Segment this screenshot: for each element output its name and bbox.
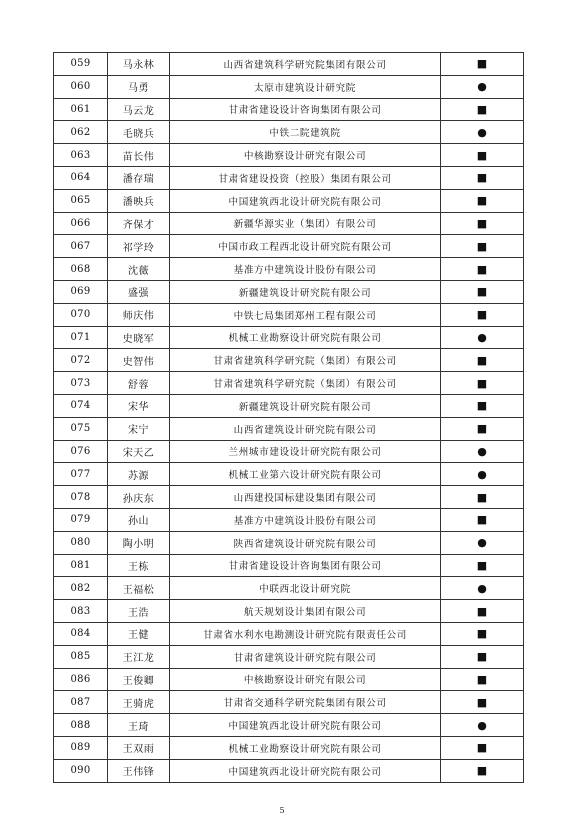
category-mark: ■ bbox=[441, 600, 524, 623]
row-number: 061 bbox=[54, 98, 108, 121]
person-name: 沈薇 bbox=[108, 258, 170, 281]
row-number: 080 bbox=[54, 531, 108, 554]
table-row bbox=[54, 759, 524, 782]
category-mark: ● bbox=[441, 463, 524, 486]
person-name: 王俊卿 bbox=[108, 668, 170, 691]
organization-name: 新疆建筑设计研究院有限公司 bbox=[170, 394, 441, 417]
category-mark: ■ bbox=[441, 736, 524, 759]
category-mark: ■ bbox=[441, 668, 524, 691]
person-name: 孙山 bbox=[108, 508, 170, 531]
row-number: 085 bbox=[54, 645, 108, 668]
category-mark: ● bbox=[441, 531, 524, 554]
person-name: 孙庆东 bbox=[108, 486, 170, 509]
person-name: 祁学玲 bbox=[108, 235, 170, 258]
row-number: 078 bbox=[54, 486, 108, 509]
category-mark: ■ bbox=[441, 394, 524, 417]
category-mark: ■ bbox=[441, 189, 524, 212]
table-row bbox=[54, 349, 524, 372]
row-number: 083 bbox=[54, 600, 108, 623]
row-number: 087 bbox=[54, 691, 108, 714]
table-row bbox=[54, 531, 524, 554]
row-number: 075 bbox=[54, 417, 108, 440]
organization-name: 甘肃省建设设计咨询集团有限公司 bbox=[170, 554, 441, 577]
organization-name: 山西省建筑设计研究院有限公司 bbox=[170, 417, 441, 440]
person-name: 王骑虎 bbox=[108, 691, 170, 714]
person-name: 王江龙 bbox=[108, 645, 170, 668]
table-row bbox=[54, 326, 524, 349]
row-number: 086 bbox=[54, 668, 108, 691]
organization-name: 新疆华源实业（集团）有限公司 bbox=[170, 212, 441, 235]
category-mark: ■ bbox=[441, 554, 524, 577]
category-mark: ■ bbox=[441, 280, 524, 303]
row-number: 074 bbox=[54, 394, 108, 417]
person-name: 王双雨 bbox=[108, 736, 170, 759]
table-row bbox=[54, 463, 524, 486]
organization-name: 甘肃省建设投资（控股）集团有限公司 bbox=[170, 166, 441, 189]
category-mark: ■ bbox=[441, 645, 524, 668]
table-row bbox=[54, 166, 524, 189]
organization-name: 甘肃省建筑科学研究院（集团）有限公司 bbox=[170, 349, 441, 372]
category-mark: ■ bbox=[441, 258, 524, 281]
person-name: 王浩 bbox=[108, 600, 170, 623]
row-number: 081 bbox=[54, 554, 108, 577]
table-row bbox=[54, 714, 524, 737]
table-row bbox=[54, 189, 524, 212]
table-row bbox=[54, 303, 524, 326]
organization-name: 新疆建筑设计研究院有限公司 bbox=[170, 280, 441, 303]
category-mark: ■ bbox=[441, 144, 524, 167]
table-row bbox=[54, 417, 524, 440]
table-row bbox=[54, 440, 524, 463]
table-row bbox=[54, 212, 524, 235]
row-number: 067 bbox=[54, 235, 108, 258]
category-mark: ■ bbox=[441, 166, 524, 189]
person-name: 王栋 bbox=[108, 554, 170, 577]
row-number: 079 bbox=[54, 508, 108, 531]
organization-name: 基准方中建筑设计股份有限公司 bbox=[170, 508, 441, 531]
category-mark: ■ bbox=[441, 759, 524, 782]
category-mark: ● bbox=[441, 714, 524, 737]
row-number: 082 bbox=[54, 577, 108, 600]
row-number: 073 bbox=[54, 372, 108, 395]
organization-name: 陕西省建筑设计研究院有限公司 bbox=[170, 531, 441, 554]
table-row bbox=[54, 394, 524, 417]
table-row bbox=[54, 144, 524, 167]
category-mark: ● bbox=[441, 577, 524, 600]
table-row bbox=[54, 258, 524, 281]
category-mark: ■ bbox=[441, 212, 524, 235]
organization-name: 机械工业勘察设计研究院有限公司 bbox=[170, 736, 441, 759]
row-number: 069 bbox=[54, 280, 108, 303]
category-mark: ● bbox=[441, 440, 524, 463]
organization-name: 甘肃省建设设计咨询集团有限公司 bbox=[170, 98, 441, 121]
table-row bbox=[54, 98, 524, 121]
category-mark: ■ bbox=[441, 98, 524, 121]
table-row bbox=[54, 554, 524, 577]
organization-name: 航天规划设计集团有限公司 bbox=[170, 600, 441, 623]
category-mark: ● bbox=[441, 121, 524, 144]
organization-name: 甘肃省建筑设计研究院有限公司 bbox=[170, 645, 441, 668]
category-mark: ■ bbox=[441, 622, 524, 645]
category-mark: ■ bbox=[441, 508, 524, 531]
organization-name: 太原市建筑设计研究院 bbox=[170, 75, 441, 98]
table-row bbox=[54, 668, 524, 691]
table-row bbox=[54, 235, 524, 258]
roster-table bbox=[53, 52, 524, 783]
organization-name: 中国建筑西北设计研究院有限公司 bbox=[170, 759, 441, 782]
table-row bbox=[54, 53, 524, 76]
person-name: 马云龙 bbox=[108, 98, 170, 121]
person-name: 齐保才 bbox=[108, 212, 170, 235]
category-mark: ■ bbox=[441, 53, 524, 76]
table-row bbox=[54, 600, 524, 623]
organization-name: 甘肃省建筑科学研究院（集团）有限公司 bbox=[170, 372, 441, 395]
category-mark: ■ bbox=[441, 486, 524, 509]
table-row bbox=[54, 75, 524, 98]
row-number: 063 bbox=[54, 144, 108, 167]
person-name: 盛强 bbox=[108, 280, 170, 303]
table-row bbox=[54, 280, 524, 303]
row-number: 064 bbox=[54, 166, 108, 189]
organization-name: 中核勘察设计研究有限公司 bbox=[170, 668, 441, 691]
person-name: 宋天乙 bbox=[108, 440, 170, 463]
organization-name: 中国建筑西北设计研究院有限公司 bbox=[170, 189, 441, 212]
row-number: 089 bbox=[54, 736, 108, 759]
person-name: 宋华 bbox=[108, 394, 170, 417]
organization-name: 中联西北设计研究院 bbox=[170, 577, 441, 600]
row-number: 070 bbox=[54, 303, 108, 326]
organization-name: 中国市政工程西北设计研究院有限公司 bbox=[170, 235, 441, 258]
category-mark: ● bbox=[441, 326, 524, 349]
person-name: 王健 bbox=[108, 622, 170, 645]
table-row bbox=[54, 691, 524, 714]
category-mark: ■ bbox=[441, 235, 524, 258]
organization-name: 甘肃省水利水电勘测设计研究院有限责任公司 bbox=[170, 622, 441, 645]
row-number: 072 bbox=[54, 349, 108, 372]
person-name: 王福松 bbox=[108, 577, 170, 600]
category-mark: ■ bbox=[441, 372, 524, 395]
row-number: 076 bbox=[54, 440, 108, 463]
organization-name: 兰州城市建设设计研究院有限公司 bbox=[170, 440, 441, 463]
row-number: 084 bbox=[54, 622, 108, 645]
table-row bbox=[54, 736, 524, 759]
person-name: 苗长伟 bbox=[108, 144, 170, 167]
organization-name: 中国建筑西北设计研究院有限公司 bbox=[170, 714, 441, 737]
organization-name: 甘肃省交通科学研究院集团有限公司 bbox=[170, 691, 441, 714]
organization-name: 中核勘察设计研究有限公司 bbox=[170, 144, 441, 167]
row-number: 068 bbox=[54, 258, 108, 281]
category-mark: ■ bbox=[441, 303, 524, 326]
category-mark: ● bbox=[441, 75, 524, 98]
table-row bbox=[54, 645, 524, 668]
row-number: 088 bbox=[54, 714, 108, 737]
page-number: 5 bbox=[279, 806, 285, 815]
person-name: 师庆伟 bbox=[108, 303, 170, 326]
organization-name: 机械工业第六设计研究院有限公司 bbox=[170, 463, 441, 486]
category-mark: ■ bbox=[441, 349, 524, 372]
table-row bbox=[54, 121, 524, 144]
row-number: 066 bbox=[54, 212, 108, 235]
organization-name: 山西建投国标建设集团有限公司 bbox=[170, 486, 441, 509]
row-number: 071 bbox=[54, 326, 108, 349]
person-name: 毛晓兵 bbox=[108, 121, 170, 144]
person-name: 苏源 bbox=[108, 463, 170, 486]
organization-name: 山西省建筑科学研究院集团有限公司 bbox=[170, 53, 441, 76]
row-number: 062 bbox=[54, 121, 108, 144]
person-name: 宋宁 bbox=[108, 417, 170, 440]
row-number: 090 bbox=[54, 759, 108, 782]
organization-name: 中铁二院建筑院 bbox=[170, 121, 441, 144]
person-name: 潘存瑞 bbox=[108, 166, 170, 189]
table-row bbox=[54, 622, 524, 645]
person-name: 马勇 bbox=[108, 75, 170, 98]
row-number: 065 bbox=[54, 189, 108, 212]
row-number: 077 bbox=[54, 463, 108, 486]
table-row bbox=[54, 508, 524, 531]
person-name: 马永林 bbox=[108, 53, 170, 76]
roster-table-body bbox=[54, 53, 524, 783]
category-mark: ■ bbox=[441, 691, 524, 714]
person-name: 王伟锋 bbox=[108, 759, 170, 782]
row-number: 060 bbox=[54, 75, 108, 98]
person-name: 史晓军 bbox=[108, 326, 170, 349]
organization-name: 基准方中建筑设计股份有限公司 bbox=[170, 258, 441, 281]
table-row bbox=[54, 372, 524, 395]
table-row bbox=[54, 486, 524, 509]
category-mark: ■ bbox=[441, 417, 524, 440]
organization-name: 机械工业勘察设计研究院有限公司 bbox=[170, 326, 441, 349]
person-name: 史智伟 bbox=[108, 349, 170, 372]
person-name: 陶小明 bbox=[108, 531, 170, 554]
person-name: 舒蓉 bbox=[108, 372, 170, 395]
row-number: 059 bbox=[54, 53, 108, 76]
organization-name: 中铁七局集团郑州工程有限公司 bbox=[170, 303, 441, 326]
person-name: 潘映兵 bbox=[108, 189, 170, 212]
table-row bbox=[54, 577, 524, 600]
person-name: 王琦 bbox=[108, 714, 170, 737]
